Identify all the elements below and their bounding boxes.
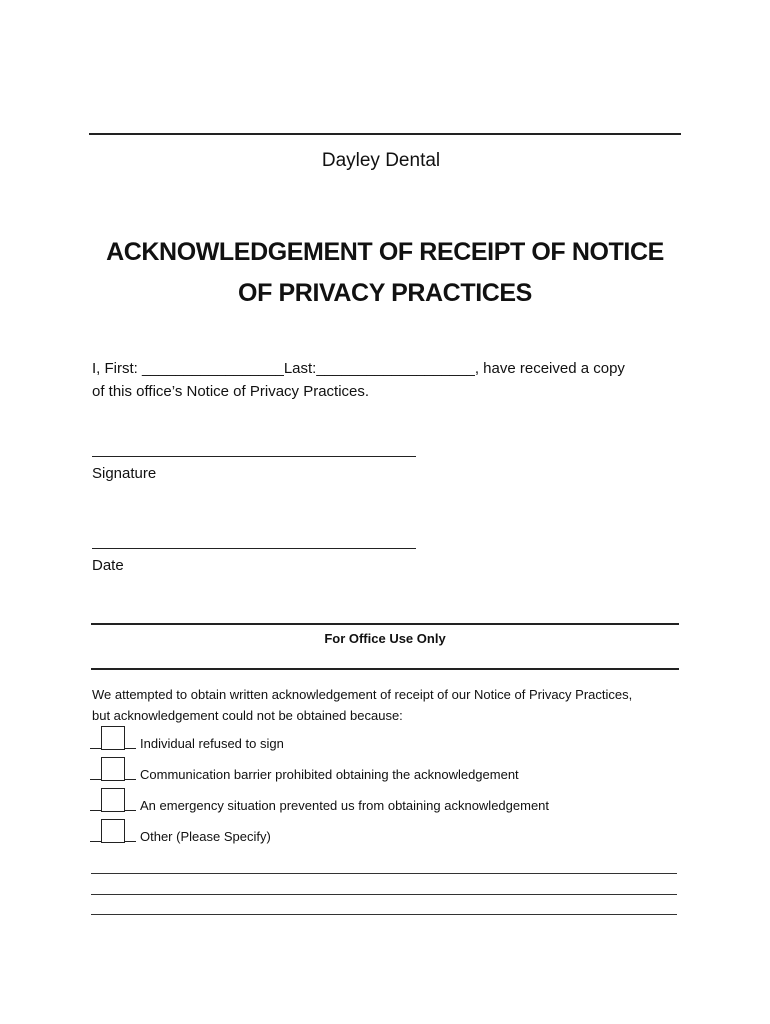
reason-label: Individual refused to sign	[140, 736, 284, 751]
other-specify-line-3[interactable]	[91, 914, 677, 915]
reason-emergency-situation	[90, 788, 690, 819]
practice-name: Dayley Dental	[321, 150, 441, 171]
reason-checklist	[90, 726, 690, 850]
reason-label: Communication barrier prohibited obtaining the acknowledgement	[140, 767, 519, 782]
reason-checkbox[interactable]	[101, 819, 125, 843]
statement-line-2: of this office’s Notice of Privacy Practices.	[92, 383, 370, 400]
other-specify-line-2[interactable]	[91, 894, 677, 895]
reason-checkbox[interactable]	[101, 757, 125, 781]
document-title-line-2: OF PRIVACY PRACTICES	[238, 279, 532, 307]
reason-other	[90, 819, 690, 850]
statement-line-1: I, First: _________________Last:___________________, have received a copy	[92, 360, 625, 377]
reason-checkbox[interactable]	[101, 726, 125, 750]
date-label: Date	[92, 557, 124, 574]
reason-label: Other (Please Specify)	[140, 829, 271, 844]
signature-block	[92, 456, 422, 482]
date-block	[92, 548, 422, 574]
signature-field[interactable]	[92, 456, 416, 457]
acknowledgement-statement	[92, 357, 692, 403]
office-use-intro-line-2: but acknowledgement could not be obtained because:	[92, 708, 403, 723]
other-specify-line-1[interactable]	[91, 873, 677, 874]
office-use-top-divider	[91, 623, 679, 625]
document-title	[60, 232, 710, 314]
office-use-intro	[92, 684, 692, 726]
top-divider	[89, 133, 681, 135]
reason-refused-to-sign	[90, 726, 690, 757]
reason-communication-barrier	[90, 757, 690, 788]
office-use-intro-line-1: We attempted to obtain written acknowledgement of receipt of our Notice of Privacy Practices,	[92, 687, 633, 702]
office-use-bottom-divider	[91, 668, 679, 670]
office-use-heading: For Office Use Only	[324, 631, 446, 646]
signature-label: Signature	[92, 465, 157, 482]
document-title-line-1: ACKNOWLEDGEMENT OF RECEIPT OF NOTICE	[106, 238, 664, 266]
date-field[interactable]	[92, 548, 416, 549]
reason-label: An emergency situation prevented us from obtaining acknowledgement	[140, 798, 550, 813]
reason-checkbox[interactable]	[101, 788, 125, 812]
